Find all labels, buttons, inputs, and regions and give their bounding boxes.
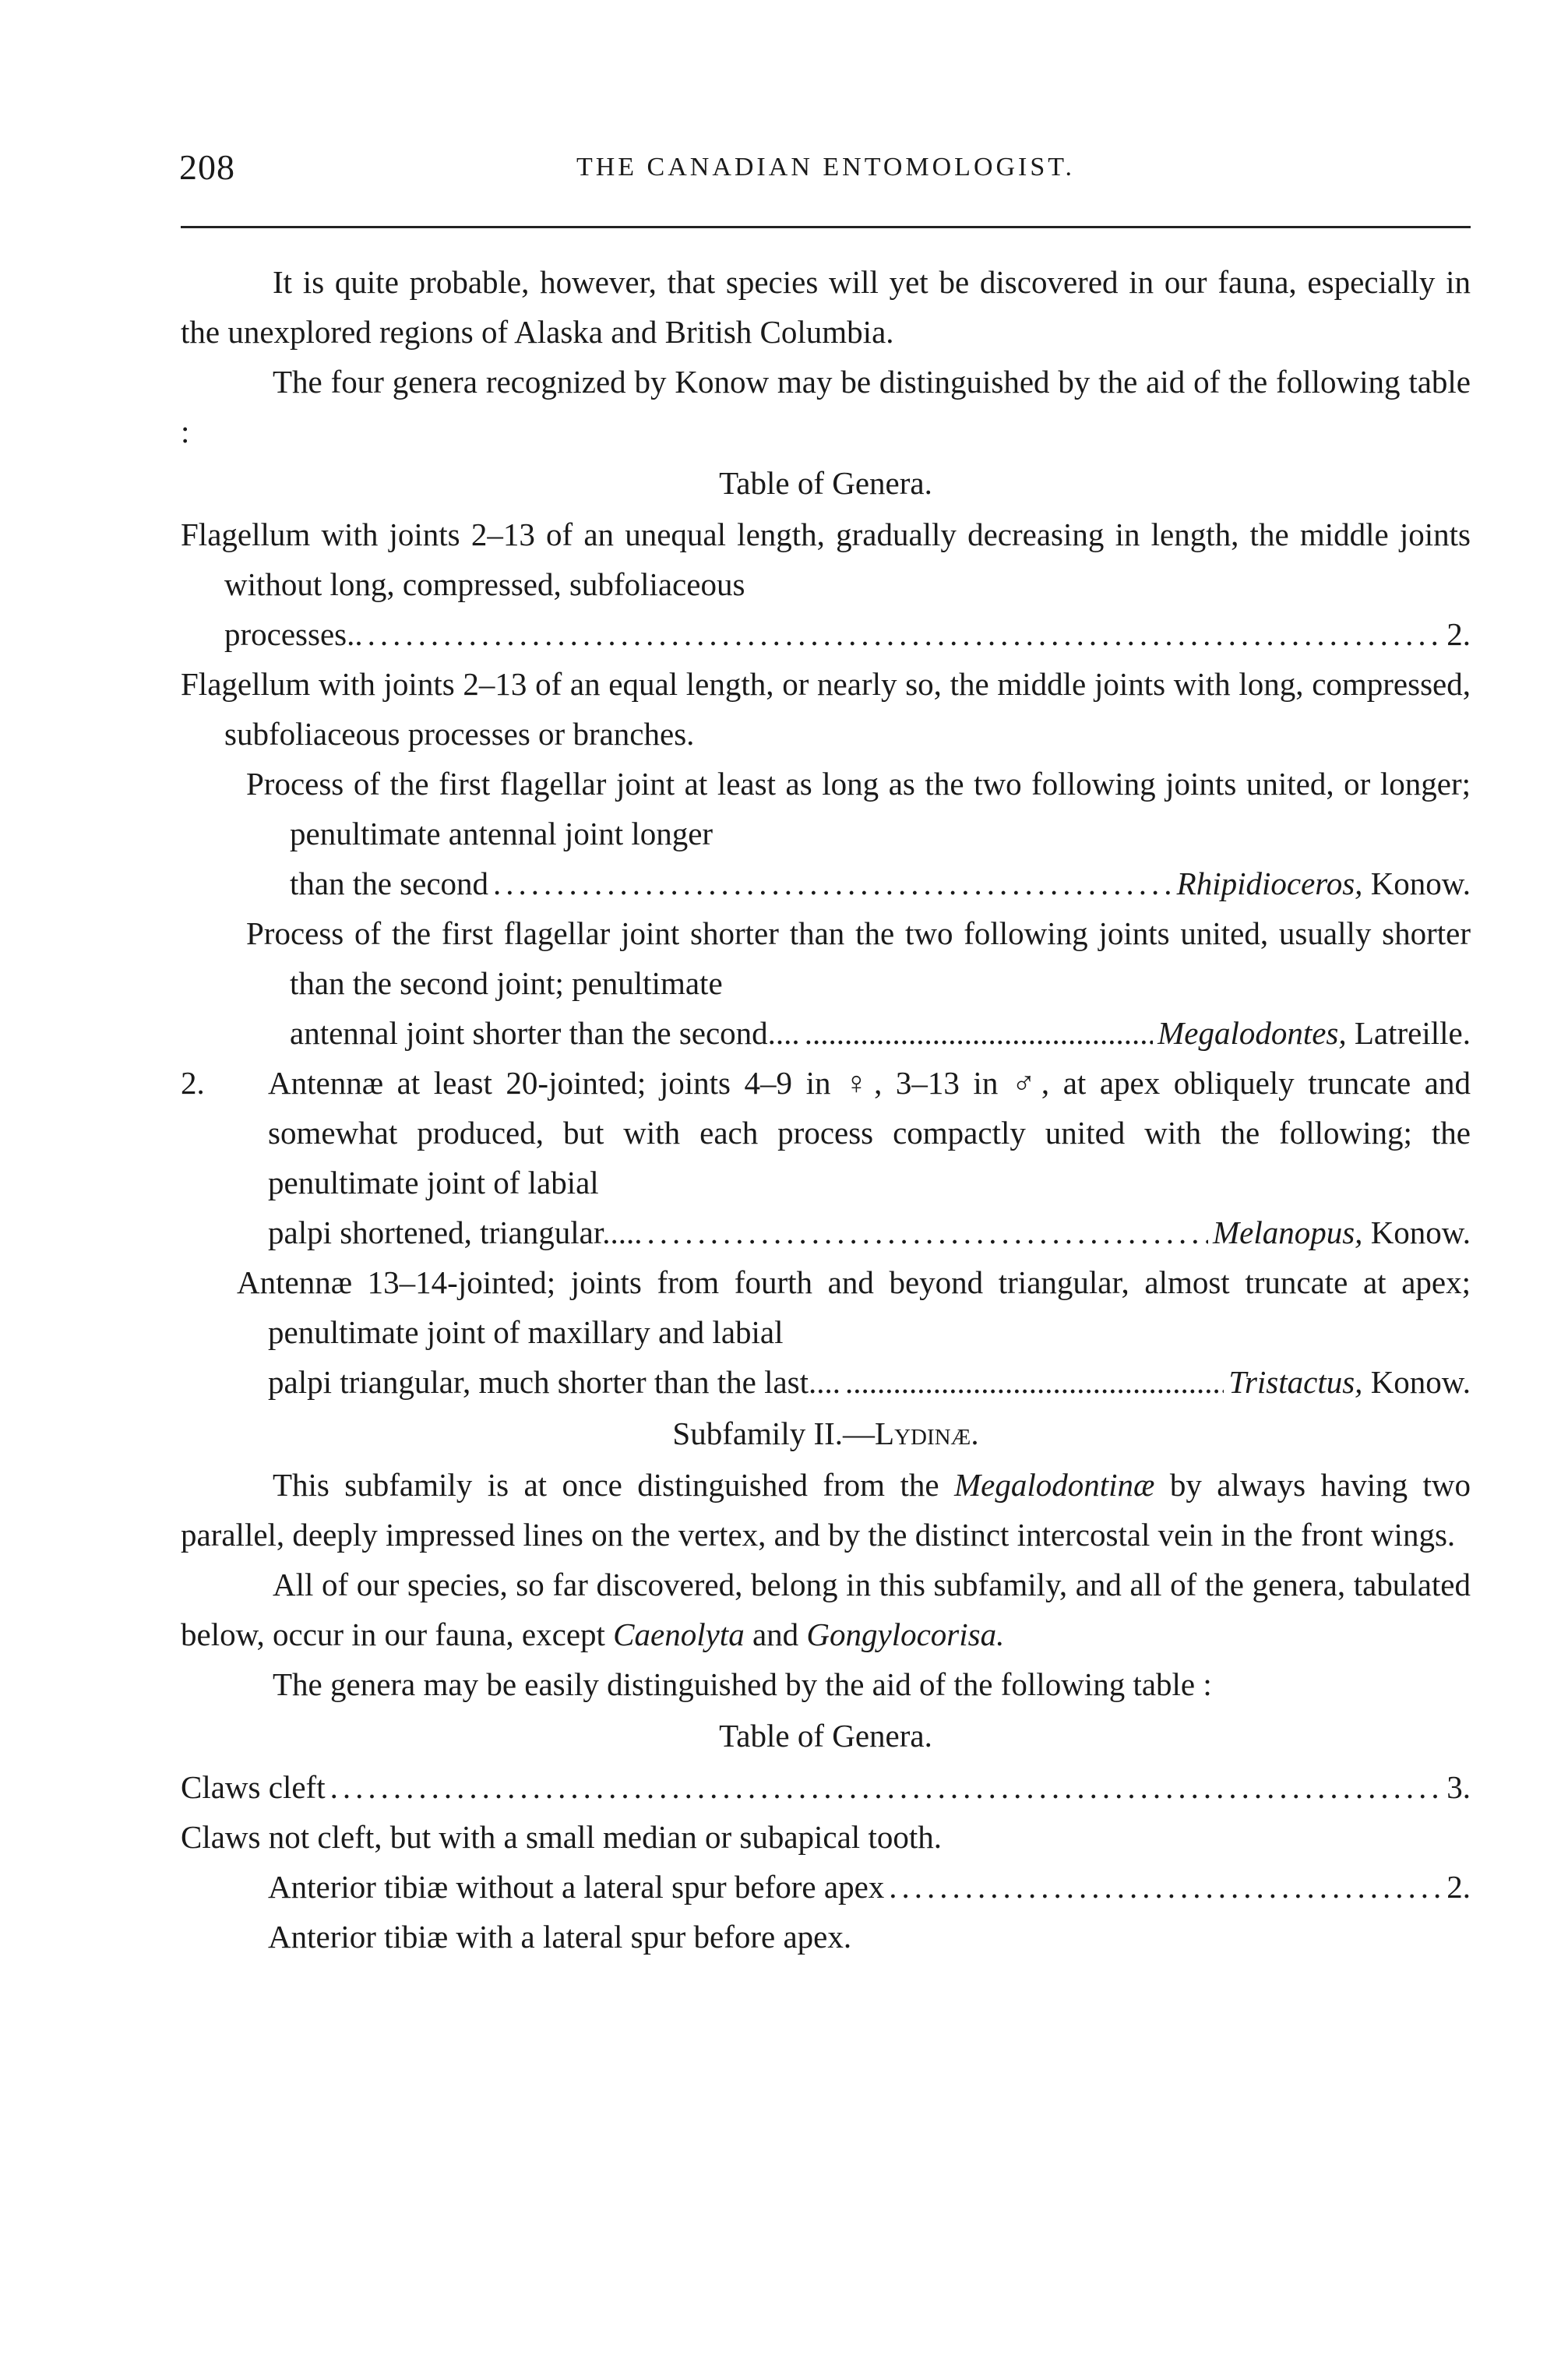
key-entry-1a [181, 509, 1471, 659]
genus-name: Megalodontinæ [954, 1467, 1155, 1503]
key2-entry-1 [181, 1762, 1471, 1812]
dot-leader [889, 1862, 1442, 1912]
table-title-2: Table of Genera. [719, 1718, 932, 1754]
key-lead: antennal joint shorter than the second.... [290, 1015, 800, 1051]
key-lead: processes.. [224, 616, 363, 652]
key-entry-1b2 [181, 908, 1471, 1058]
key-reference: 3. [1446, 1769, 1471, 1805]
key-text [181, 1058, 1471, 1207]
key2-entry-1b1 [181, 1862, 1471, 1912]
table-title-1: Table of Genera. [719, 465, 932, 501]
authority: Konow. [1370, 865, 1471, 901]
key-line [181, 1357, 1471, 1407]
page-number: 208 [179, 147, 235, 187]
genus-name: Megalodontes, [1158, 1015, 1347, 1051]
running-title: THE CANADIAN ENTOMOLOGIST. [576, 153, 1076, 182]
paragraph-3-text-b: by always having two parallel, deeply impressed lines on the vertex, and by the distinct intercostal vein in the front wings. [181, 1467, 1471, 1553]
key-result [1158, 1008, 1471, 1058]
paragraph-4-text-a: All of our species, so far discovered, belong in this subfamily, and all of the genera, tabulated below, occur in our fauna, except [181, 1567, 1471, 1652]
key-line [181, 858, 1471, 908]
key-reference: 2. [1446, 616, 1471, 652]
genus-name: Rhipidioceros, [1176, 865, 1363, 901]
authority: Latreille. [1354, 1015, 1471, 1051]
genus-name: Tristactus, [1228, 1364, 1363, 1400]
key-line [181, 609, 1471, 659]
key-lead: Anterior tibiæ without a lateral spur before apex [268, 1869, 885, 1905]
genus-name: Caenolyta [613, 1616, 745, 1652]
subfamily-name: Lydinæ. [875, 1415, 979, 1451]
page-header [179, 146, 1472, 193]
key2-entry-1b2: Anterior tibiæ with a lateral spur before apex. [268, 1919, 852, 1955]
key-lead: than the second [290, 865, 489, 901]
paragraph-4 [181, 1560, 1471, 1659]
subfamily-prefix: Subfamily II.— [672, 1415, 876, 1451]
key-result [1177, 858, 1471, 908]
key-text: Process of the first flagellar joint at least as long as the two following joints united, or longer; penultimate antennal joint longer [246, 766, 1471, 851]
paragraph-5: The genera may be easily distinguished by the aid of the following table : [273, 1666, 1212, 1702]
key-text: Flagellum with joints 2–13 of an unequal length, gradually decreasing in length, the middle joints without long, compressed, subfoliaceous [181, 516, 1471, 602]
conjunction: and [752, 1616, 799, 1652]
dot-leader [368, 609, 1443, 659]
key2-entry-1b: Claws not cleft, but with a small median or subapical tooth. [181, 1819, 942, 1855]
header-rule [181, 226, 1471, 228]
dot-leader [330, 1762, 1443, 1812]
dot-leader-spacer [845, 1357, 1224, 1407]
key-text: Antennæ 13–14-jointed; joints from fourth and beyond triangular, almost truncate at apex; penultimate joint of maxillary and labial [237, 1264, 1471, 1350]
genus-name: Gongylocorisa. [806, 1616, 1005, 1652]
key-lead: Claws cleft [181, 1769, 326, 1805]
key-number: 2. [181, 1065, 205, 1101]
genus-name: Melanopus, [1212, 1214, 1363, 1250]
key-text: Process of the first flagellar joint shorter than the two following joints united, usually shorter than the second joint; penultimate [246, 915, 1471, 1001]
key-entry-2a [181, 1058, 1471, 1257]
authority: Konow. [1370, 1214, 1471, 1250]
paragraph-3-text-a: This subfamily is at once distinguished from the [273, 1467, 939, 1503]
paragraph-2: The four genera recognized by Konow may be distinguished by the aid of the following table : [181, 364, 1471, 449]
key-entry-1b1 [181, 759, 1471, 908]
dot-leader-spacer [805, 1008, 1153, 1058]
key-line [181, 1008, 1471, 1058]
subfamily-heading [181, 1408, 1471, 1458]
key-lead: palpi shortened, triangular..... [268, 1214, 643, 1250]
key-result [1213, 1207, 1471, 1257]
paragraph-3 [181, 1460, 1471, 1560]
key-text-body: Antennæ at least 20-jointed; joints 4–9 in ♀, 3–13 in ♂, at apex obliquely truncate and somewhat produced, but with each process compactly united with the following; the penultimate joint of labial [268, 1065, 1471, 1200]
authority: Konow. [1370, 1364, 1471, 1400]
key-line [181, 1207, 1471, 1257]
key-reference: 2. [1446, 1869, 1471, 1905]
dot-leader [493, 858, 1172, 908]
page-body [181, 257, 1471, 1962]
paragraph-1: It is quite probable, however, that species will yet be discovered in our fauna, especially in the unexplored regions of Alaska and British Columbia. [181, 264, 1471, 350]
key-lead: palpi triangular, much shorter than the last.... [268, 1364, 841, 1400]
key-entry-1b: Flagellum with joints 2–13 of an equal length, or nearly so, the middle joints with long, compressed, subfoliaceous processes or branches. [181, 666, 1471, 752]
key-entry-2b [181, 1257, 1471, 1407]
key-result [1228, 1357, 1471, 1407]
dot-leader [647, 1207, 1208, 1257]
